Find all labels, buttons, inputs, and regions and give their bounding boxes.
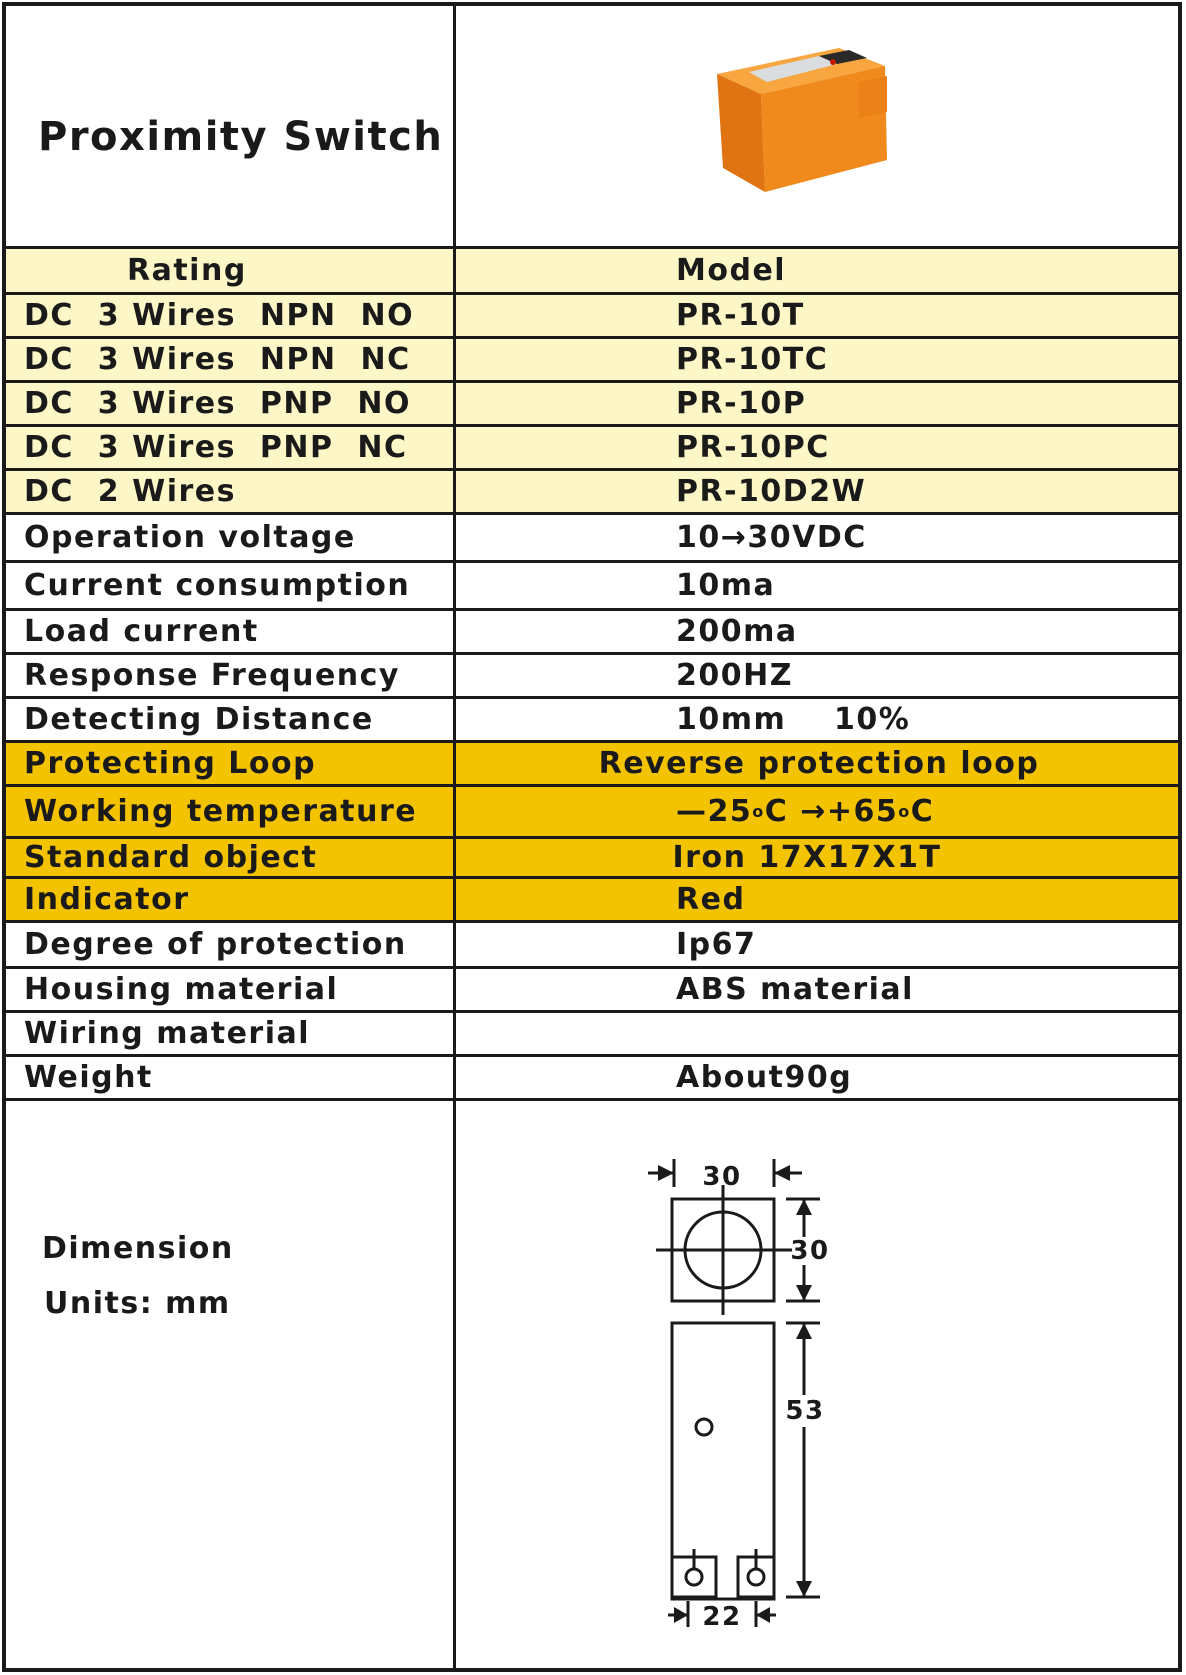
model-cell: PR-10D2W xyxy=(676,474,867,509)
spec-value: 10→30VDC xyxy=(676,520,867,555)
spec-row-indicator xyxy=(2,876,1182,920)
model-row xyxy=(2,292,1182,336)
spec-row-operation-voltage xyxy=(2,512,1182,560)
spec-label: Detecting Distance xyxy=(2,699,456,740)
header-row xyxy=(2,246,1182,292)
spec-value: 200ma xyxy=(676,614,798,649)
product-photo-cell xyxy=(456,2,1182,246)
spec-label: Indicator xyxy=(2,879,456,920)
spec-row-weight xyxy=(2,1054,1182,1098)
dimension-row xyxy=(2,1098,1182,1672)
spec-label: Degree of protection xyxy=(2,923,456,966)
spec-value: 10ma xyxy=(676,568,776,603)
spec-label: Current consumption xyxy=(2,563,456,608)
temp-range: C →+65 xyxy=(764,794,899,829)
dimension-label: Dimension xyxy=(42,1231,234,1266)
spec-row-current-consumption xyxy=(2,560,1182,608)
spec-value: Red xyxy=(676,882,746,917)
spec-label: Load current xyxy=(2,611,456,652)
spec-label: Working temperature xyxy=(2,787,456,836)
header-rating: Rating xyxy=(2,249,456,292)
product-photo xyxy=(699,42,899,202)
model-cell: PR-10TC xyxy=(676,342,829,377)
model-cell: PR-10PC xyxy=(676,430,830,465)
spec-label: Wiring material xyxy=(2,1013,456,1054)
model-row xyxy=(2,336,1182,380)
rating-cell: DC 3 Wires NPN NO xyxy=(2,295,456,336)
dim-length-label: 53 xyxy=(785,1396,825,1426)
dimension-drawing xyxy=(456,1101,1182,1675)
title-cell xyxy=(2,2,456,246)
spec-label: Housing material xyxy=(2,969,456,1010)
spec-row-wiring-material xyxy=(2,1010,1182,1054)
model-cell: PR-10T xyxy=(676,298,805,333)
dimension-units: Units: mm xyxy=(44,1286,231,1321)
model-row xyxy=(2,380,1182,424)
spec-row-housing-material xyxy=(2,966,1182,1010)
model-row xyxy=(2,468,1182,512)
title-row xyxy=(2,2,1182,246)
degree-mark: o xyxy=(752,802,765,821)
dim-pitch-label: 22 xyxy=(702,1602,742,1632)
spec-row-detecting-distance xyxy=(2,696,1182,740)
spec-row-protecting-loop xyxy=(2,740,1182,784)
rating-cell: DC 2 Wires xyxy=(2,471,456,512)
degree-mark: o xyxy=(898,802,911,821)
temp-min: —25 xyxy=(676,794,753,829)
spec-row-response-frequency xyxy=(2,652,1182,696)
spec-value xyxy=(456,787,1182,836)
rating-cell: DC 3 Wires PNP NC xyxy=(2,427,456,468)
spec-row-degree-of-protection xyxy=(2,920,1182,966)
spec-value: 10mm 10% xyxy=(676,702,911,737)
dimension-label-cell xyxy=(2,1101,456,1672)
spec-row-standard-object xyxy=(2,836,1182,876)
model-row xyxy=(2,424,1182,468)
spec-value: ABS material xyxy=(676,972,914,1007)
dim-width-label: 30 xyxy=(702,1162,742,1192)
spec-value: Iron 17X17X1T xyxy=(672,840,942,875)
page-title: Proximity Switch xyxy=(38,114,444,160)
spec-label: Protecting Loop xyxy=(2,743,456,784)
spec-label: Response Frequency xyxy=(2,655,456,696)
spec-label: Weight xyxy=(2,1057,456,1098)
model-cell: PR-10P xyxy=(676,386,807,421)
dimension-drawing-cell xyxy=(456,1101,1182,1672)
header-model: Model xyxy=(676,253,787,288)
rating-cell: DC 3 Wires PNP NO xyxy=(2,383,456,424)
spec-value: About90g xyxy=(676,1060,853,1095)
spec-value: Ip67 xyxy=(676,927,757,962)
spec-row-load-current xyxy=(2,608,1182,652)
spec-label: Standard object xyxy=(2,839,456,876)
spec-value: Reverse protection loop xyxy=(598,746,1040,781)
dim-height-label: 30 xyxy=(790,1236,830,1266)
spec-row-working-temperature xyxy=(2,784,1182,836)
rating-cell: DC 3 Wires NPN NC xyxy=(2,339,456,380)
spec-label: Operation voltage xyxy=(2,515,456,560)
spec-sheet xyxy=(2,2,1182,1672)
spec-value xyxy=(456,1013,1182,1054)
spec-value: 200HZ xyxy=(676,658,793,693)
temp-unit: C xyxy=(910,794,935,829)
